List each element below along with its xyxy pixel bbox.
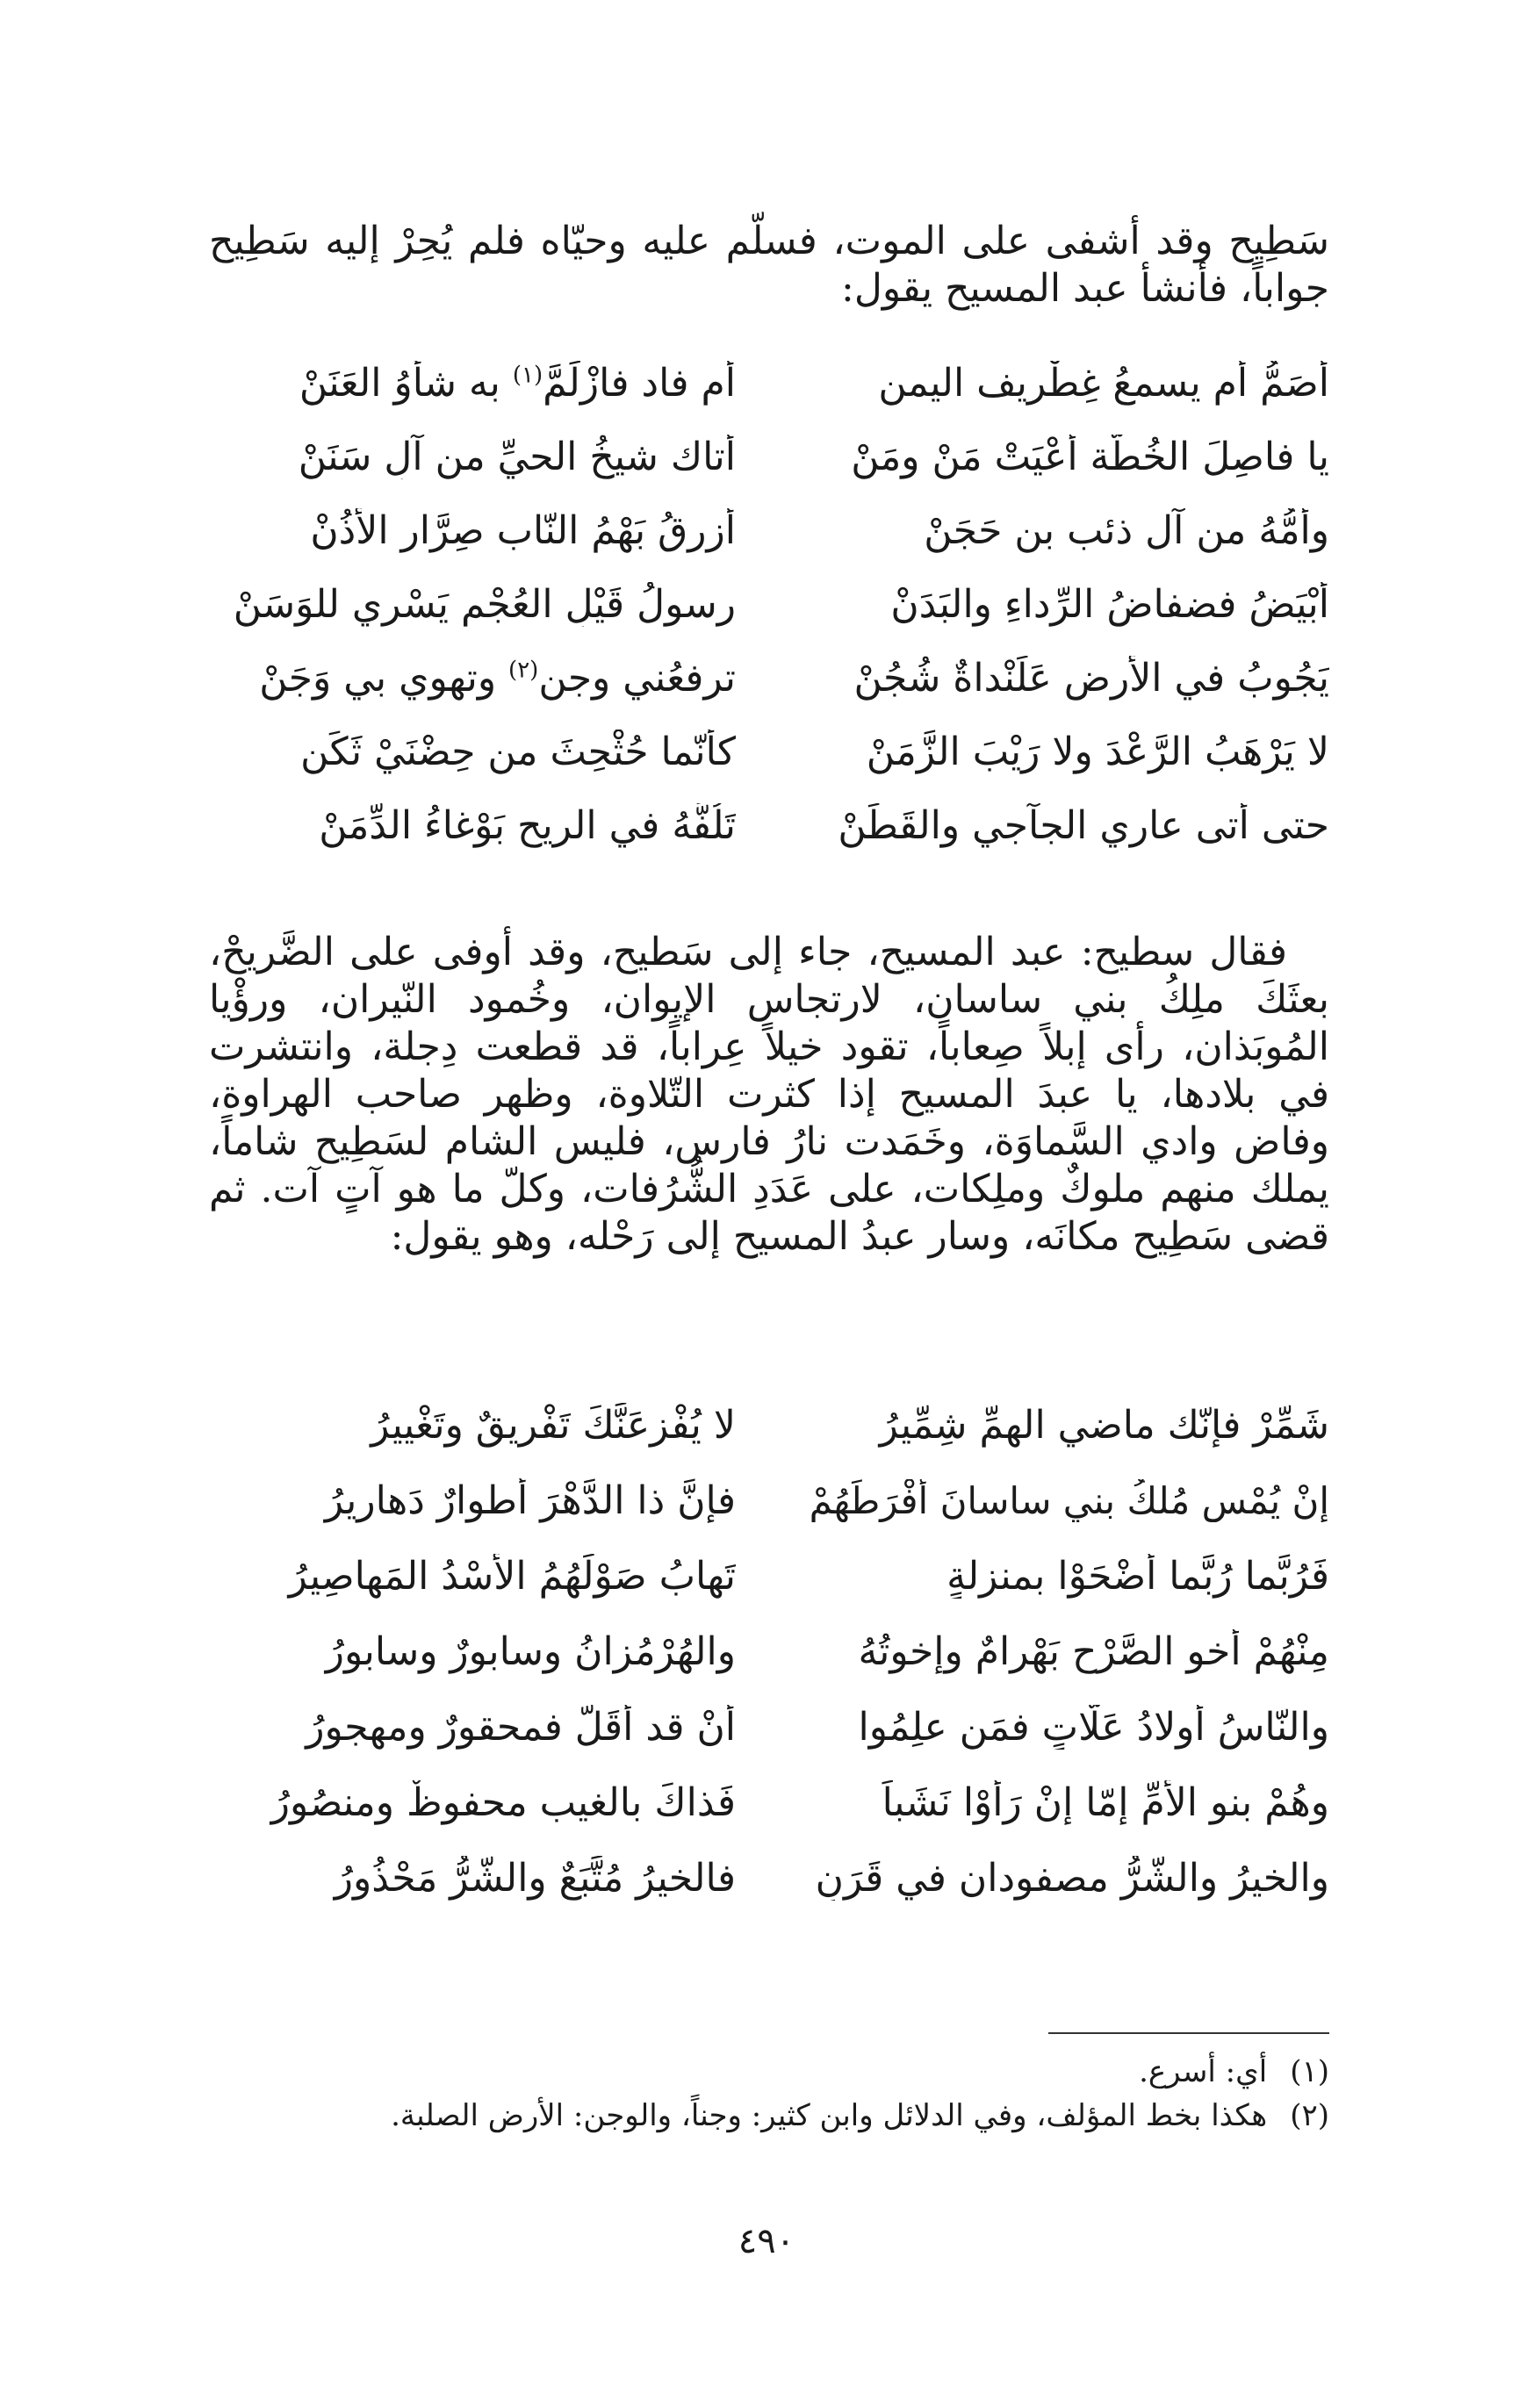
- footnote-divider: [1048, 2032, 1329, 2034]
- footnote-text: هكذا بخط المؤلف، وفي الدلائل وابن كثير: وجناً، والوجن: الأرض الصلبة.: [391, 2098, 1268, 2133]
- verse-ajuz: أزرقُ بَهْمُ النّاب صِرَّار الأُذُنْ: [310, 507, 736, 553]
- verse-ajuz: تَهابُ صَوْلَهُمُ الأُسْدُ المَهاصِيرُ: [288, 1553, 736, 1599]
- verse-ajuz: أتاك شيخُ الحيِّ من آلِ سَنَنْ: [298, 434, 736, 479]
- verse-line: [209, 493, 1329, 567]
- footnote-item: [209, 2094, 1329, 2138]
- footnote-item: [209, 2050, 1329, 2094]
- verse-line: [209, 567, 1329, 641]
- verse-sadr: وهُمْ بنو الأمِّ إمّا إنْ رَأَوْا نَشَباً: [882, 1779, 1329, 1825]
- verse-sadr: لا يَرْهَبُ الرَّعْدَ ولا رَيْبَ الزَّمَنْ: [866, 729, 1329, 774]
- footnote-number: (٢): [1290, 2098, 1329, 2133]
- verse-sadr: فَرُبَّما رُبَّما أَضْحَوْا بمنزلةٍ: [946, 1553, 1329, 1599]
- paragraph-intro: سَطِيح وقد أشفى على الموت، فسلّم عليه وحيّاه فلم يُحِرْ إليه سَطِيح جواباً، فأنشأ عبد المسيح يقول:: [209, 219, 1329, 311]
- verse-sadr: أَبْيَضُ فضفاضُ الرِّداءِ والبَدَنْ: [890, 581, 1329, 627]
- verse-sadr: مِنْهُمْ أخو الصَّرْحِ بَهْرامٌ وإخوتُهُ: [858, 1628, 1329, 1674]
- verse-sadr: يَجُوبُ في الأرضِ عَلَنْداةٌ شُجُنْ: [853, 655, 1329, 701]
- poem-abd-al-masih: [209, 346, 1329, 862]
- footnote-text: أي: أسرع.: [1139, 2054, 1268, 2089]
- poem-departure: [209, 1387, 1329, 1916]
- page-number: ٤٩٠: [738, 2221, 795, 2261]
- verse-ajuz-text: أم فاد فازْلَمَّ: [543, 360, 736, 406]
- verse-ajuz: والهُرْمُزانُ وسابورٌ وسابورُ: [325, 1628, 736, 1674]
- verse-sadr: والخيرُ والشَّرُّ مصفودان في قَرَنٍ: [815, 1855, 1329, 1901]
- verse-line: [209, 788, 1329, 862]
- verse-ajuz: أنْ قد أقَلَّ فمحقورٌ ومهجورُ: [306, 1704, 736, 1750]
- verse-line: [209, 1689, 1329, 1765]
- verse-line: [209, 346, 1329, 420]
- verse-sadr: يا فاصِلَ الخُطّة أَعْيَتْ مَنْ ومَنْ: [851, 434, 1329, 479]
- verse-ajuz-text-end: وتهوي بي وَجَنْ: [259, 655, 509, 701]
- verse-line: [209, 420, 1329, 493]
- verse-line: [209, 1463, 1329, 1538]
- verse-ajuz: رسولُ قَيْلِ العُجْم يَسْرِي للوَسَنْ: [233, 581, 736, 627]
- verse-ajuz: [209, 656, 736, 701]
- verse-sadr: شَمِّرْ فإنّك ماضي الهمِّ شِمِّيرُ: [879, 1402, 1329, 1448]
- verse-ajuz: فإنَّ ذا الدَّهْرَ أطوارٌ دَهاريرُ: [324, 1477, 736, 1523]
- verse-ajuz-text: ترفعُني وجن: [538, 655, 736, 701]
- verse-sadr: والنّاسُ أولادُ عَلّاتٍ فمَن علِمُوا: [858, 1704, 1329, 1750]
- verse-ajuz: تَلُفُّهُ في الريح بَوْغاءُ الدِّمَنْ: [319, 802, 736, 848]
- verse-ajuz-text-end: به شأوُ العَنَنْ: [299, 360, 513, 406]
- verse-ajuz: فالخيرُ مُتَّبَعٌ والشَّرُّ مَحْذُورُ: [334, 1855, 736, 1901]
- verse-ajuz: فَذاكَ بالغيب محفوظٌ ومنصُورُ: [270, 1779, 736, 1825]
- verse-line: [209, 1765, 1329, 1840]
- verse-line: [209, 1614, 1329, 1689]
- verse-line: [209, 1840, 1329, 1916]
- paragraph-satih-speech: فقال سطيح: عبد المسيح، جاء إلى سَطيح، وقد أوفى على الضَّريحْ، بعثَكَ ملِكُ بني ساسان، لارتجاس الإيوان، وخُمود النّيران، ورؤْيا المُوبَذان، رأى إبلاً صِعاباً، تقود خيلاً عِراباً، قد قطعت دِجلة، وانتشرت في بلادها، يا عبدَ المسيح إذا كثرت التّلاوة، وظهر صاحب الهراوة، وفاض وادي السَّماوَة، وخَمَدت نارُ فارس، فليس الشام لسَطِيح شاماً، يملك منهم ملوكٌ وملِكات، على عَدَدِ الشُّرُفات، وكلّ ما هو آتٍ آت. ثم قضى سَطِيح مكانَه، وسار عبدُ المسيح إلى رَحْله، وهو يقول:: [209, 930, 1329, 1259]
- verse-line: [209, 1538, 1329, 1614]
- footnote-number: (١): [1290, 2054, 1329, 2089]
- verse-sadr: وأُمُّهُ من آل ذئب بنِ حَجَنْ: [924, 507, 1329, 553]
- verse-line: [209, 715, 1329, 788]
- footnotes: [209, 2050, 1329, 2138]
- verse-ajuz: [209, 361, 736, 406]
- verse-line: [209, 1387, 1329, 1463]
- footnote-marker: (١): [512, 361, 543, 388]
- verse-sadr: إنْ يُمْسِ مُلكُ بني ساسانَ أَفْرَطَهُمْ: [809, 1478, 1329, 1522]
- verse-ajuz: كأنّما حُثْحِثَ من حِضْنَيْ ثَكَن: [300, 729, 736, 774]
- verse-sadr: حتى أتى عاري الجآجي والقَطَنْ: [838, 802, 1329, 848]
- verse-sadr: أصَمُّ أم يسمعُ غِطْرِيف اليمن: [878, 360, 1329, 406]
- verse-ajuz: لا يُفْزِعَنَّكَ تَفْريقٌ وتَغْييرُ: [371, 1402, 736, 1448]
- verse-line: [209, 641, 1329, 715]
- footnote-marker: (٢): [508, 656, 539, 683]
